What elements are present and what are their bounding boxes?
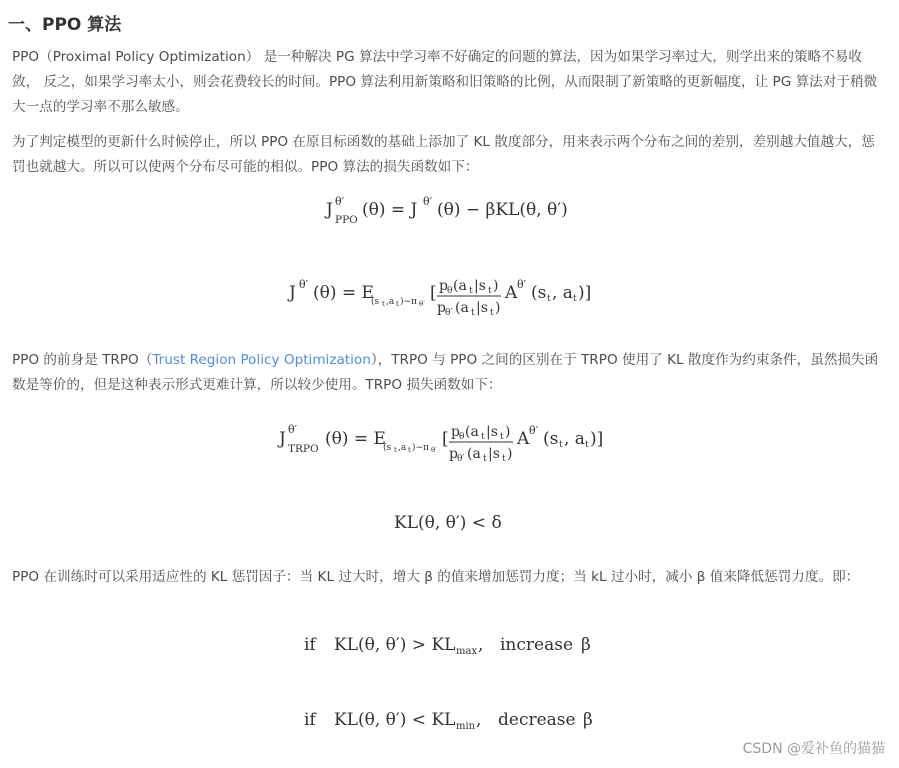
svg-text:(s: (s: [542, 429, 558, 449]
equation-kl-constraint: [0, 508, 899, 540]
equation-trpo-objective-svg: [275, 414, 625, 466]
svg-text:,a: ,a: [385, 297, 394, 307]
svg-text:t: t: [558, 440, 563, 450]
svg-text:KL(θ, θ′) < KL: KL(θ, θ′) < KL: [333, 710, 455, 730]
svg-text:(θ) − βKL(θ, θ′): (θ) − βKL(θ, θ′): [436, 200, 568, 220]
svg-text:J: J: [325, 200, 333, 220]
svg-text:, a: , a: [563, 429, 585, 449]
equation-increase-beta-svg: [300, 630, 600, 660]
trpo-link[interactable]: Trust Region Policy Optimization: [152, 352, 371, 368]
svg-text:t: t: [572, 294, 577, 304]
equation-decrease-beta: [0, 705, 899, 739]
svg-text:|s: |s: [485, 424, 498, 440]
svg-text:θ′: θ′: [298, 278, 308, 291]
svg-text:(a: (a: [466, 446, 481, 462]
svg-text:t: t: [482, 454, 487, 464]
svg-text:min: min: [455, 721, 475, 732]
svg-text:t: t: [395, 300, 399, 308]
svg-text:(a: (a: [454, 300, 469, 316]
svg-text:p: p: [438, 278, 448, 294]
svg-text:[: [: [429, 283, 437, 303]
svg-text:θ′: θ′: [528, 424, 538, 437]
equation-ppo-objective: [0, 194, 899, 234]
paragraph-trpo: [12, 348, 880, 398]
svg-text:if: if: [303, 635, 316, 655]
paragraph-trpo-after: ），TRPO 与 PPO 之间的区别在于 TRPO 使用了 KL 散度作为约束条件，虽然损失函数是等价的，但是这种表示形式更难计算，所以较少使用。TRPO 损失函数如下：: [12, 352, 879, 393]
equation-decrease-beta-svg: [300, 705, 600, 735]
svg-text:θ: θ: [446, 286, 452, 296]
svg-text:A: A: [516, 429, 529, 449]
svg-text:θ′: θ′: [516, 278, 526, 291]
svg-text:θ′: θ′: [422, 195, 432, 208]
svg-text:θ′: θ′: [456, 454, 464, 464]
svg-text:): ): [504, 424, 510, 440]
svg-text:J: J: [288, 283, 296, 303]
svg-text:t: t: [381, 300, 385, 308]
svg-text:|s: |s: [473, 278, 486, 294]
paragraph-kl-penalty: 为了判定模型的更新什么时候停止，所以 PPO 在原目标函数的基础上添加了 KL 散度部分，用来表示两个分布之间的差别，差别越大值越大，惩罚也就越大。所以可以使两个分布尽可能的相似。PPO 算法的损失函数如下：: [12, 134, 875, 175]
svg-text:if: if: [303, 710, 316, 730]
svg-text:t: t: [393, 446, 397, 454]
svg-text:): ): [492, 278, 498, 294]
equation-ppo-surrogate: [0, 268, 899, 324]
svg-text:β: β: [582, 710, 593, 730]
svg-text:PPO: PPO: [334, 214, 358, 226]
svg-text:max: max: [455, 646, 477, 657]
equation-ppo-objective-svg: [320, 194, 580, 230]
svg-text:θ: θ: [458, 432, 464, 442]
section-heading: 一、PPO 算法: [8, 15, 122, 35]
svg-text:)]: )]: [577, 283, 591, 303]
svg-text:(s: (s: [530, 283, 546, 303]
equation-ppo-surrogate-svg: [285, 268, 615, 320]
svg-text:θ′: θ′: [444, 308, 452, 318]
svg-text:θ′: θ′: [418, 300, 425, 308]
svg-text:θ′: θ′: [287, 423, 297, 436]
svg-text:t: t: [468, 286, 473, 296]
svg-text:t: t: [501, 454, 506, 464]
equation-trpo-objective: [0, 414, 899, 470]
svg-text:(a: (a: [452, 278, 467, 294]
svg-text:,: ,: [477, 635, 483, 655]
svg-text:t: t: [584, 440, 589, 450]
svg-text:θ′: θ′: [430, 446, 437, 454]
svg-text:t: t: [487, 286, 492, 296]
svg-text:t: t: [489, 308, 494, 318]
svg-text:decrease: decrease: [497, 710, 576, 730]
svg-text:KL(θ, θ′) < δ: KL(θ, θ′) < δ: [393, 513, 502, 533]
svg-text:): ): [494, 300, 500, 316]
svg-text:t: t: [407, 446, 411, 454]
svg-text:[: [: [441, 429, 449, 449]
svg-text:(θ) = E: (θ) = E: [312, 283, 374, 303]
svg-text:)∼π: )∼π: [399, 297, 417, 307]
svg-text:(s: (s: [382, 443, 391, 453]
paragraph-trpo-before: PPO 的前身是 TRPO（: [12, 352, 153, 368]
svg-text:)∼π: )∼π: [411, 443, 429, 453]
svg-text:(θ) = E: (θ) = E: [324, 429, 386, 449]
svg-text:|s: |s: [475, 300, 488, 316]
svg-text:,: ,: [475, 710, 481, 730]
csdn-watermark: CSDN @爱补鱼的猫猫: [742, 741, 885, 757]
svg-text:β: β: [580, 635, 591, 655]
svg-text:)]: )]: [589, 429, 603, 449]
svg-text:p: p: [450, 424, 460, 440]
svg-text:p: p: [448, 446, 458, 462]
svg-text:): ): [506, 446, 512, 462]
svg-text:(s: (s: [370, 297, 379, 307]
svg-text:t: t: [499, 432, 504, 442]
svg-text:KL(θ, θ′) > KL: KL(θ, θ′) > KL: [333, 635, 455, 655]
svg-text:t: t: [470, 308, 475, 318]
svg-text:, a: , a: [551, 283, 573, 303]
svg-text:(θ) = J: (θ) = J: [361, 200, 417, 220]
svg-text:t: t: [546, 294, 551, 304]
paragraph-intro: PPO（Proximal Policy Optimization） 是一种解决 PG 算法中学习率不好确定的问题的算法，因为如果学习率过大，则学出来的策略不易收敛， 反之，如果学习率太小，则会花费较长的时间。PPO 算法利用新策略和旧策略的比例，从而限制了新策略的更新幅度，让 PG 算法对于稍微大一点的学习率不那么敏感。: [12, 49, 878, 115]
svg-text:J: J: [278, 429, 286, 449]
svg-text:A: A: [504, 283, 517, 303]
equation-increase-beta: [0, 630, 899, 664]
svg-text:|s: |s: [487, 446, 500, 462]
svg-text:increase: increase: [499, 635, 573, 655]
svg-text:t: t: [480, 432, 485, 442]
svg-text:TRPO: TRPO: [287, 443, 319, 455]
svg-text:(a: (a: [464, 424, 479, 440]
paragraph-adaptive-kl: PPO 在训练时可以采用适应性的 KL 惩罚因子：当 KL 过大时，增大 β 的值来增加惩罚力度；当 kL 过小时，减小 β 值来降低惩罚力度。即：: [12, 569, 860, 585]
svg-text:θ′: θ′: [334, 195, 344, 208]
equation-kl-constraint-svg: [390, 508, 510, 536]
svg-text:p: p: [436, 300, 446, 316]
svg-text:,a: ,a: [397, 443, 406, 453]
